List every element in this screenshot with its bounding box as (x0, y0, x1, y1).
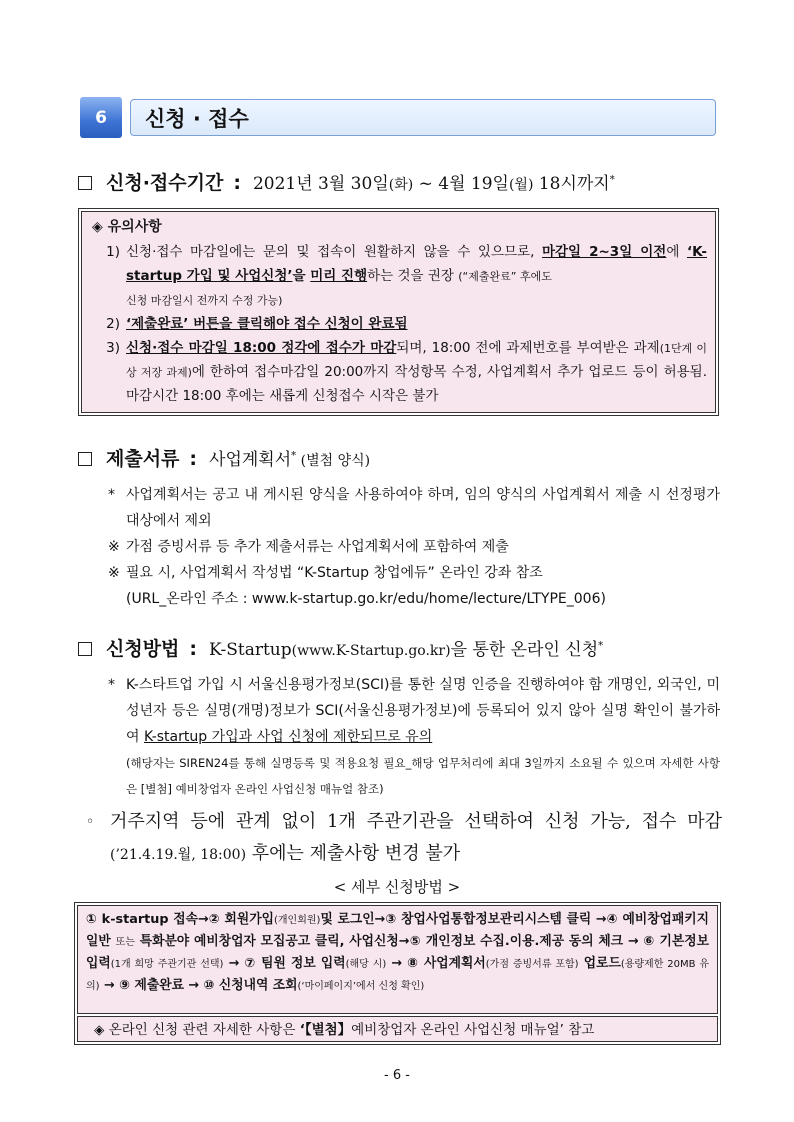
diamond-icon: ◈ (94, 1022, 105, 1038)
documents-value: 사업계획서* (별첨 양식) (209, 450, 371, 470)
diamond-icon: ◈ (92, 219, 103, 235)
method-label: 신청방법 (106, 638, 180, 660)
method-value: K-Startup(www.K-Startup.go.kr)을 통한 온라인 신청* (209, 640, 604, 660)
notice-box (78, 208, 719, 416)
circle-bullet-icon: ◦ (86, 814, 95, 830)
period-label: 신청·접수기간 (106, 172, 224, 194)
page-number: - 6 - (384, 1068, 410, 1083)
section-header (80, 97, 716, 138)
checkbox-square-icon (78, 176, 92, 190)
documents-label: 제출서류 (106, 448, 180, 470)
period-colon: : (233, 172, 241, 194)
documents-heading (78, 444, 370, 471)
steps-reference: ◈ 온라인 신청 관련 자세한 사항은 ‘【별첨】예비창업자 온라인 사업신청 매뉴얼’ 참고 (77, 1016, 718, 1042)
notice-item-2: 2) ‘제출완료’ 버튼을 클릭해야 접수 신청이 완료됨 (106, 316, 408, 332)
method-note: * K-스타트업 가입 시 서울신용평가정보(SCI)를 통한 실명 인증을 진행하여야 함 개명인, 외국인, 미성년자 등은 실명(개명)정보가 SCI(서울신용평가정보)에 등록되어 있지 않아 실명 확인이 불가하여 K-startup 가입과 사업 신청에 제한되므로 유의 (해당자는 SIREN24를 통해 실명등록 및 적용요청 필요_해당 업무처리에 최대 3일까지 소요될 수 있으며 자세한 사항은 [별첨] 예비창업자 온라인 사업신청 매뉴얼 참조) (108, 677, 720, 796)
period-heading (78, 168, 615, 195)
documents-notes (108, 482, 720, 612)
note-item: ※ 필요 시, 사업계획서 작성법 “K-Startup 창업에듀” 온라인 강좌 참조 (108, 565, 543, 581)
url-line: (URL_온라인 주소 : www.k-startup.go.kr/edu/home/lecture/LTYPE_006) (126, 591, 606, 607)
method-heading (78, 634, 603, 661)
checkbox-square-icon (78, 642, 92, 656)
circle-paragraph: ◦ 거주지역 등에 관계 없이 1개 주관기관을 선택하여 신청 가능, 접수 마감(’21.4.19.월, 18:00) 후에는 제출사항 변경 불가 (86, 806, 722, 871)
note-item: ※ 가점 증빙서류 등 추가 제출서류는 사업계획서에 포함하여 제출 (108, 539, 509, 555)
documents-colon: : (189, 448, 198, 470)
method-colon: : (189, 638, 198, 660)
note-item: * 사업계획서는 공고 내 게시된 양식을 사용하여야 하며, 임의 양식의 사업계획서 제출 시 선정평가 대상에서 제외 (108, 487, 720, 529)
section-title: 신청 · 접수 (130, 99, 716, 136)
section-number: 6 (80, 97, 122, 138)
notice-item-1: 1) 신청·접수 마감일에는 문의 및 접속이 원활하지 않을 수 있으므로, 마감일 2~3일 이전에 ‘K-startup 가입 및 사업신청’을 미리 진행하는 것을 권장 (“제출완료” 후에도 신청 마감일시 전까지 수정 가능) (106, 244, 707, 307)
notice-title: ◈ 유의사항 (92, 219, 162, 235)
steps-title: < 세부 신청방법 > (333, 878, 461, 896)
steps-box (74, 902, 721, 1045)
checkbox-square-icon (78, 452, 92, 466)
steps-content: ① k-startup 접속→② 회원가입(개인회원)및 로그인→③ 창업사업통합정보관리시스템 클릭 →④ 예비창업패키지 일반 또는 특화분야 예비창업자 모집공고 클릭, 사업신청→⑤ 개인정보 수집.이용.제공 동의 체크 → ⑥ 기본정보 입력(1개 희망 주관기관 선택) → ⑦ 팀원 정보 입력(해당 시) → ⑧ 사업계획서(가점 증빙서류 포함) 업로드(용량제한 20MB 유의) → ⑨ 제출완료 → ⑩ 신청내역 조회(‘마이페이지’에서 신청 확인) (77, 905, 718, 1014)
notice-item-3: 3) 신청·접수 마감일 18:00 정각에 접수가 마감되며, 18:00 전에 과제번호를 부여받은 과제(1단계 이상 저장 과제)에 한하여 접수마감일 20:00까지 작성항목 수정, 사업계획서 추가 업로드 등이 허용됨. 마감시간 18:00 후에는 새롭게 신청접수 시작은 불가 (106, 340, 707, 404)
period-value: 2021년 3월 30일(화) ~ 4월 19일(월) 18시까지* (252, 174, 615, 194)
